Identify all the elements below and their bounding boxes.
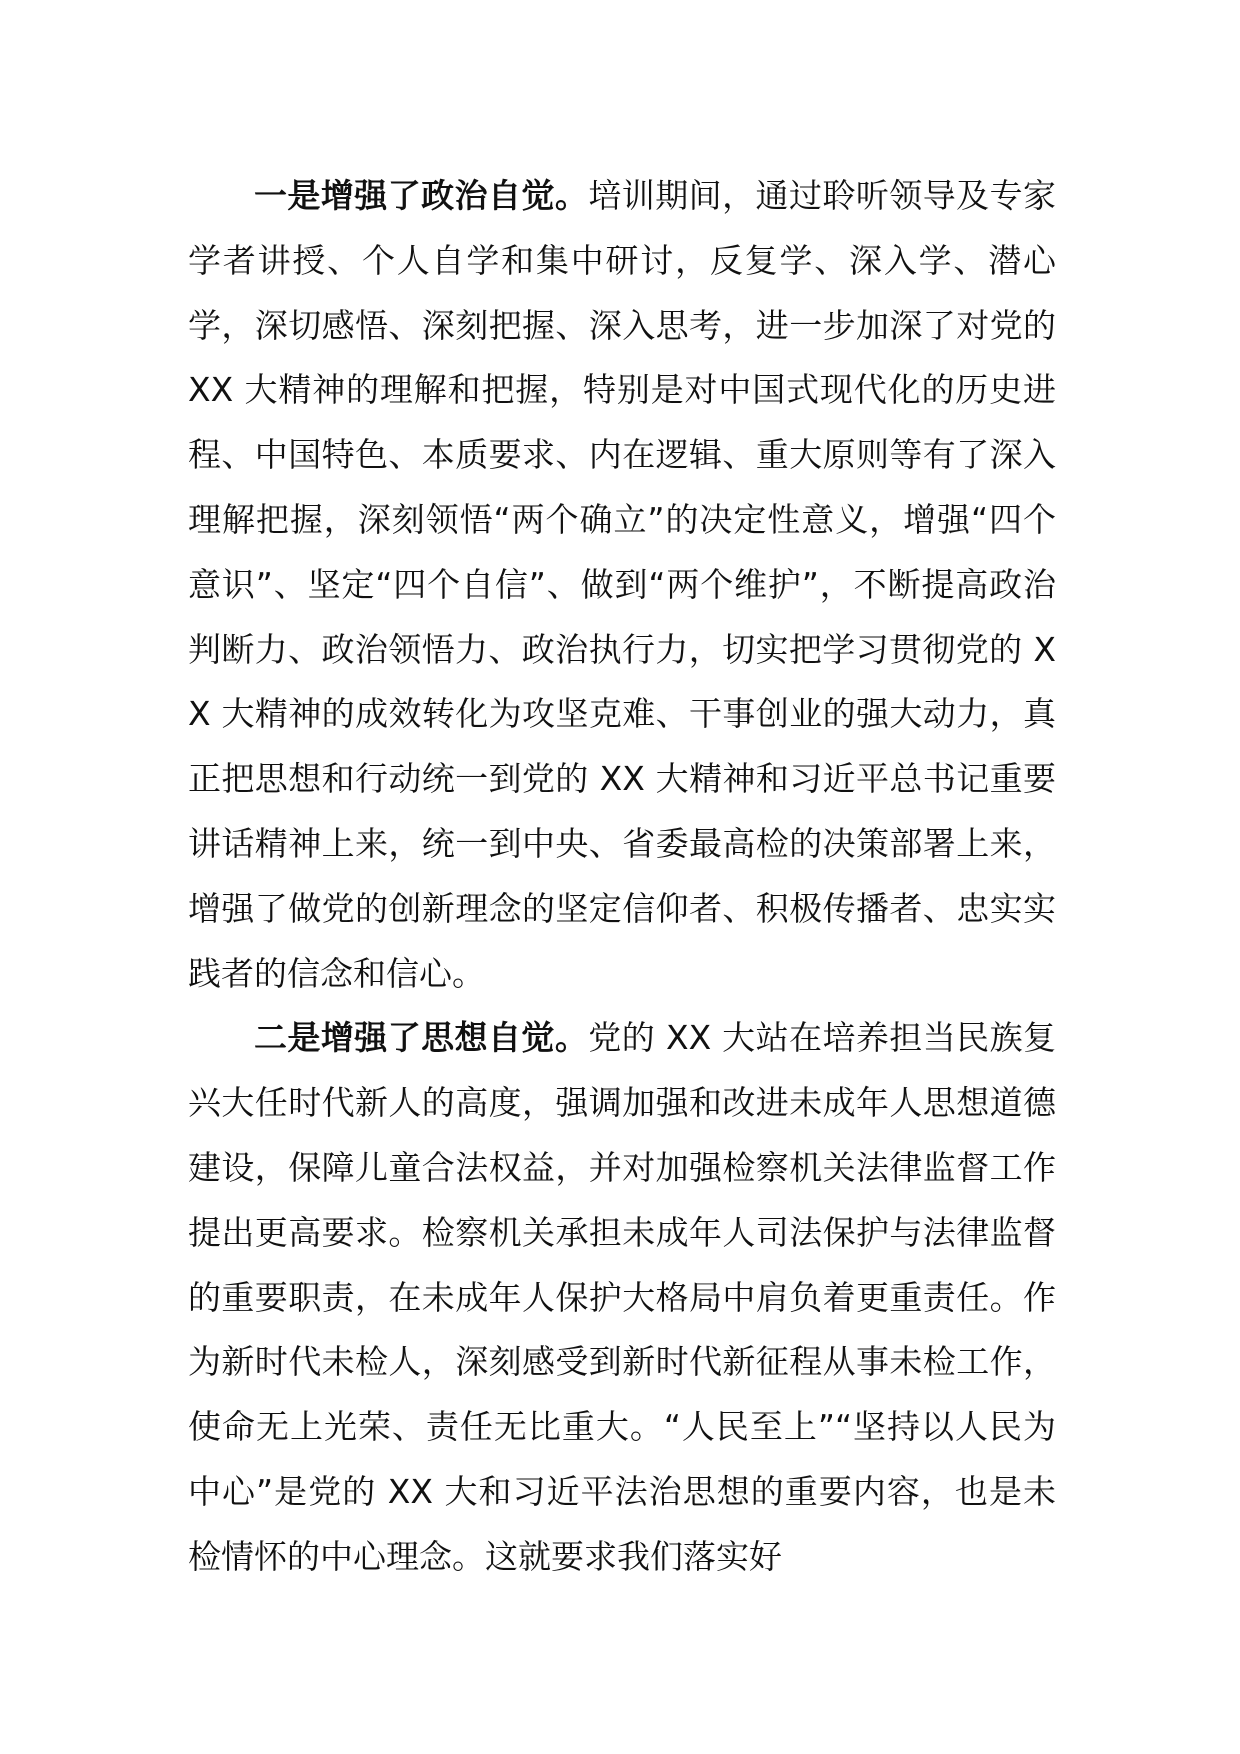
paragraph-body-text: 党的 XX 大站在培养担当民族复兴大任时代新人的高度，强调加强和改进未成年人思想道德建设，保障儿童合法权益，并对加强检察机关法律监督工作提出更高要求。检察机关承担未成年人司法保护与法律监督的重要职责，在未成年人保护大格局中肩负着更重责任。作为新时代未检人，深刻感受到新时代新征程从事未检工作，使命无上光荣、责任无比重大。“人民至上”“坚持以人民为中心”是党的 XX 大和习近平法治思想的重要内容，也是未检情怀的中心理念。这就要求我们落实好 <box>188 1018 1056 1576</box>
paragraph-body-text: 培训期间，通过聆听领导及专家学者讲授、个人自学和集中研讨，反复学、深入学、潜心学，深切感悟、深刻把握、深入思考，进一步加深了对党的 XX 大精神的理解和把握，特别是对中国式现代化的历史进程、中国特色、本质要求、内在逻辑、重大原则等有了深入理解把握，深刻领悟“两个确立”的决定性意义，增强“四个意识”、坚定“四个自信”、做到“两个维护”，不断提高政治判断力、政治领悟力、政治执行力，切实把学习贯彻党的 XX 大精神的成效转化为攻坚克难、干事创业的强大动力，真正把思想和行动统一到党的 XX 大精神和习近平总书记重要讲话精神上来，统一到中央、省委最高检的决策部署上来，增强了做党的创新理念的坚定信仰者、积极传播者、忠实实践者的信念和信心。 <box>188 176 1057 993</box>
paragraph-ideological-awareness <box>188 1006 1056 1589</box>
document-body <box>188 164 1056 1590</box>
paragraph-lead-heading: 一是增强了政治自觉。 <box>254 176 589 215</box>
paragraph-lead-heading: 二是增强了思想自觉。 <box>254 1018 589 1058</box>
paragraph-political-awareness <box>188 164 1056 1006</box>
